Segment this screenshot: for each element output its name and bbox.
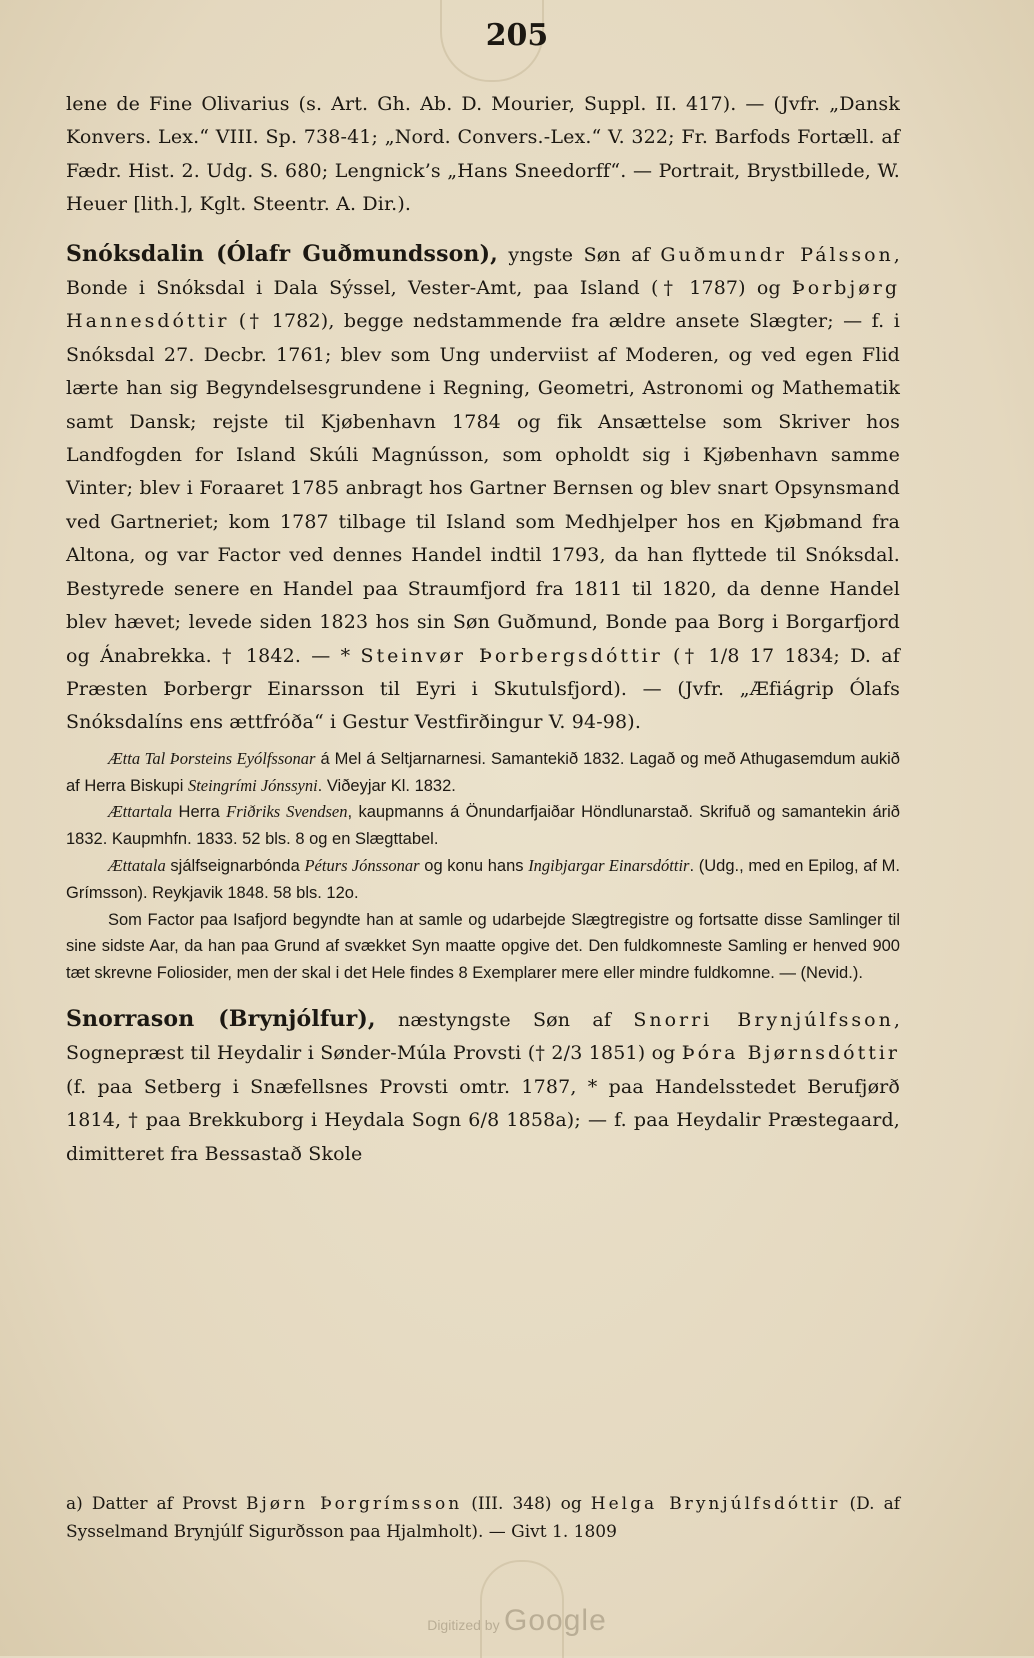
person-name: Guðmundr Pálsson <box>660 243 894 266</box>
watermark-small: Digitized by <box>427 1617 500 1633</box>
bibliography-entry: Ættartala Herra Friðriks Svendsen, kaupmanns á Önundarfjaiðar Höndlunarstað. Skrifuð og samantekin árið 1832. Kaupmhfn. 1833. 52 bls. 8 og en Slægttabel. <box>66 802 900 849</box>
person-name: Þorbjørg Hannesdóttir <box>66 277 900 333</box>
entry-heading: Snóksdalin (Ólafr Guðmundsson), <box>66 240 498 267</box>
entry-snorrason: Snorrason (Brynjólfur), næstyngste Søn af Snorri Brynjúlfsson, Sognepræst til Heydalir i Sønder-Múla Provsti († 2/3 1851) og Þóra Bjørnsdóttir (f. paa Setberg i Snæfellsnes Provsti omtr. 1787, * paa Handelsstedet Berufjørð 1814, † paa Brekkuborg i Heydala Sogn 6/8 1858a); — f. paa Heydalir Præstegaard, dimitteret fra Bessastað Skole <box>66 1005 901 1165</box>
entry-heading: Snorrason (Brynjólfur), <box>66 1005 376 1032</box>
entry-snoksdalin: Snóksdalin (Ólafr Guðmundsson), yngste Søn af Guðmundr Pálsson, Bonde i Snóksdal i Dala Sýssel, Vester-Amt, paa Island († 1787) og Þorbjørg Hannesdóttir († 1782), begge nedstammende fra ældre ansete Slægter; — f. i Snóksdal 27. Decbr. 1761; blev som Ung underviist af Moderen, og ved egen Flid lærte han sig Begyndelsesgrundene i Regning, Geometri, Astronomi og Mathematik samt Dansk; rejste til Kjøbenhavn 1784 og fik Ansættelse som Skriver hos Landfogden for Island Skúli Magnússon, som opholdt sig i Kjøbenhavn samme Vinter; blev i Foraaret 1785 anbragt hos Gartner Bernsen og blev snart Opsynsmand ved Gartneriet; kom 1787 tilbage til Island som Medhjelper hos en Kjøbmand fra Altona, og var Factor ved dennes Handel indtil 1793, da han flyttede til Snóksdal. Bestyrede senere en Handel paa Straumfjord fra 1811 til 1820, da denne Handel blev hævet; levede siden 1823 hos sin Søn Guðmund, Bonde paa Borg i Borgarfjord og Ánabrekka. † 1842. — * Steinvør Þorbergsdóttir († 1/8 17 1834; D. af Præsten Þorbergr Einarsson til Eyri i Skutulsfjord). — (Jvfr. „Æfiágrip Ólafs Snóksdalíns ens ættfróða“ i Gestur Vestfirðingur V. 94-98). <box>66 240 900 734</box>
person-name: Bjørn Þorgrímsson <box>246 1494 463 1514</box>
footnote: a) Datter af Provst Bjørn Þorgrímsson (III. 348) og Helga Brynjúlfsdóttir (D. af Sysselmand Brynjúlf Sigurðsson paa Hjalmholt). — Givt 1. 1809 <box>66 1494 900 1542</box>
continued-paragraph: lene de Fine Olivarius (s. Art. Gh. Ab. D. Mourier, Suppl. II. 417). — (Jvfr. „Dansk Konvers. Lex.“ VIII. Sp. 738-41; „Nord. Convers.-Lex.“ V. 322; Fr. Barfods Fortæll. af Fædr. Hist. 2. Udg. S. 680; Lengnick’s „Hans Sneedorff“. — Portrait, Brystbillede, W. Heuer [lith.], Kglt. Steentr. A. Dir.). <box>66 93 900 216</box>
digitized-watermark <box>0 1604 1034 1638</box>
page-body <box>66 88 900 1171</box>
person-name: Þóra Bjørnsdóttir <box>681 1042 900 1065</box>
page-number: 205 <box>485 18 549 53</box>
bibliography-entry: Ættatala sjálfseignarbónda Péturs Jónssonar og konu hans Ingibjargar Einarsdóttir. (Udg., med en Epilog, af M. Grímsson). Reykjavik 1848. 58 bls. 12o. <box>66 855 901 902</box>
bibliography-entry: Ætta Tal Þorsteins Eyólfssonar á Mel á Seltjarnarnesi. Samantekið 1832. Lagað og með Athugasemdum aukið af Herra Biskupi Steingrími Jónssyni. Viðeyjar Kl. 1832. <box>66 748 900 795</box>
person-name: Steinvør Þorbergsdóttir <box>360 644 663 667</box>
watermark-logo: Google <box>504 1604 607 1637</box>
factor-paragraph: Som Factor paa Isafjord begyndte han at samle og udarbejde Slægtregistre og fortsatte disse Samlinger til sine sidste Aar, da han paa Grund af svækket Syn maatte opgive det. Den fuldkomneste Samling er henved 900 tæt skrevne Foliosider, men der skal i det Hele findes 8 Exemplarer mere eller mindre fuldkomne. — (Nevid.). <box>66 910 900 983</box>
person-name: Helga Brynjúlfsdóttir <box>590 1494 841 1514</box>
person-name: Snorri Brynjúlfsson <box>633 1008 894 1031</box>
